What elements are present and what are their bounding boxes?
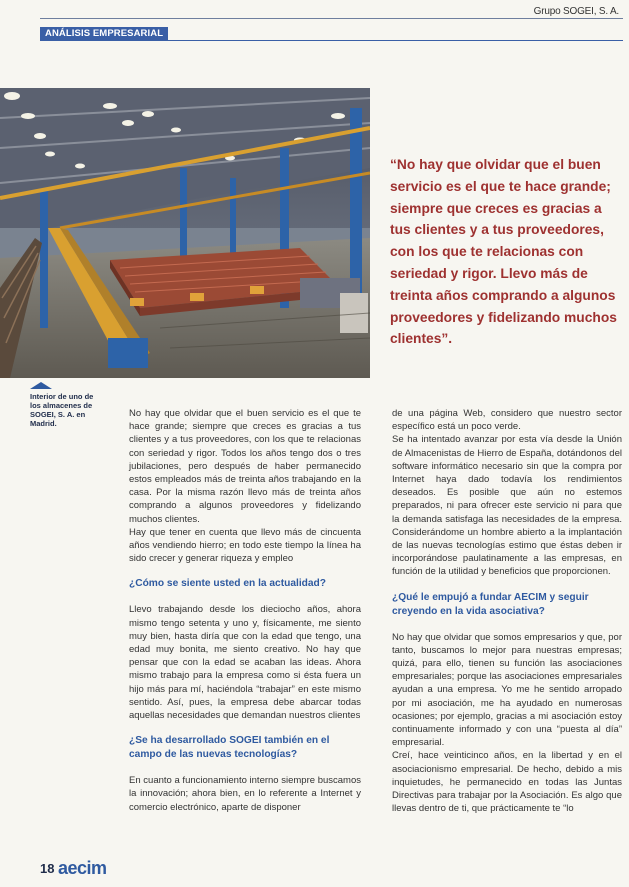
question-heading: ¿Cómo se siente usted en la actualidad? xyxy=(129,578,327,590)
caption-arrow-icon xyxy=(30,382,52,389)
paragraph: No hay que olvidar que el buen servicio es el que te hace grande; siempre que creces es gracias a tus clientes y a tus proveedores, con los que te relacionas con seriedad y rigor. Todos los años tengo dos o tres jubilaciones, pero después de haber permanecido estos empleados más de treinta años trabajando en la casa. Por la misma razón llevo más de treinta años comprando a algunos proveedores y fidelizando muchos clientes. xyxy=(129,408,361,525)
paragraph: No hay que olvidar que somos empresarios y que, por tanto, buscamos lo mejor para nuestras empresas; quizá, para ello, tienen su función las asociaciones empresariales; porque las asociaciones empresariales ayudan a una empresa. Yo me he sentido arropado por mi asociación, me ha ayudado en numerosas ocasiones; por ejemplo, gracias a mi asociación estoy continuamente informado y con una “puesta al día” empresarial. xyxy=(392,631,622,749)
article-column-2 xyxy=(392,407,622,815)
paragraph: Llevo trabajando desde los dieciocho años, ahora mismo tengo setenta y uno y, físicamente, me siento muy bien, hasta diría que con la edad que tengo, una edad muy bonita, me siento creativo. No hay que pensar que con la edad se acaban las ideas. Ahora mismo trabajo para la empresa como si ésta fuera un hijo más para mí, haciéndola “trabajar” en este mismo sentido. Así, pues, la empresa debe abarcar todas aquellas necesidades que demandan nuestros clientes xyxy=(129,604,361,722)
paragraph: Hay que tener en cuenta que llevo más de cincuenta años vendiendo hierro; en todo este tiempo la línea ha sido crecer y generar riqueza y empleo xyxy=(129,526,361,565)
article-column-1 xyxy=(129,407,361,814)
photo-caption: Interior de uno de los almacenes de SOGEI, S. A. en Madrid. xyxy=(30,392,94,428)
header-rule xyxy=(40,18,623,19)
question-heading: ¿Se ha desarrollado SOGEI también en el campo de las nuevas tecnologías? xyxy=(129,735,330,761)
paragraph: En cuanto a funcionamiento interno siempre buscamos la innovación; ahora bien, en lo referente a Internet y comercio electrónico, aparte de disponer xyxy=(129,775,361,813)
paragraph: Creí, hace veinticinco años, en la libertad y en el asociacionismo empresarial. De hecho, debido a mis inquietudes, he permanecido en todas las Juntas Directivas para trabajar por la Asociación. Es algo que llevas dentro de ti, que prácticamente te “lo xyxy=(392,750,622,815)
section-rule xyxy=(40,40,623,41)
pull-quote: “No hay que olvidar que el buen servicio es el que te hace grande; siempre que creces es gracias a tus clientes y a tus proveedores, con los que te relacionas con seriedad y rigor. Llevo más de treinta años comprando a algunos proveedores y fidelizando muchos clientes”. xyxy=(390,157,617,347)
paragraph: de una página Web, considero que nuestro sector específico está un poco verde. xyxy=(392,408,622,433)
company-name: Grupo SOGEI, S. A. xyxy=(533,6,619,17)
aecim-logo: aecim xyxy=(58,858,107,878)
paragraph: Se ha intentado avanzar por esta vía desde la Unión de Almacenistas de Hierro de España, dotándonos del software informático necesario sin que la compra por Internet haya dado todavía los rendimientos deseados. Es posible que aún no estemos preparados, ni para ofrecer este servicio ni para que la demanda satisfaga las necesidades de la empresa. Considerándome un hombre abierto a la implantación de las nuevas tecnologías estimo que éstas deben ir incorporándose paulatinamente a las empresas, en función de la utilidad y beneficios que proporcionen. xyxy=(392,434,622,578)
section-tag: ANÁLISIS EMPRESARIAL xyxy=(40,27,168,40)
page-number: 18 xyxy=(40,861,55,876)
question-heading: ¿Qué le empujó a fundar AECIM y seguir creyendo en la vida asociativa? xyxy=(392,591,589,617)
warehouse-photo xyxy=(0,88,370,378)
